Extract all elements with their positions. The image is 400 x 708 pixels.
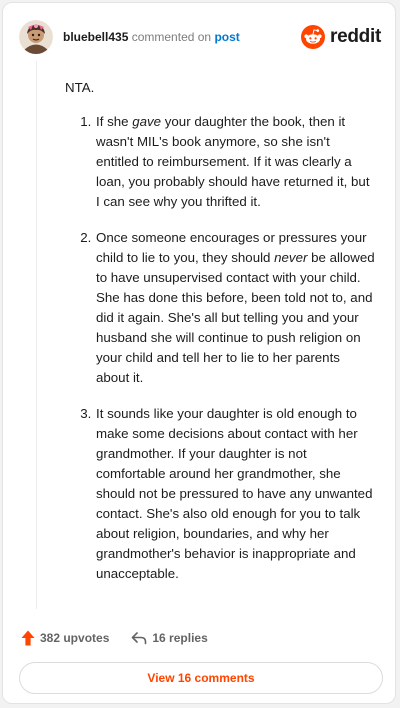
point-text: Once someone encourages or pressures your child to lie to you, they should <box>96 230 367 265</box>
reddit-logo[interactable] <box>301 25 381 49</box>
view-comments-button[interactable]: View 16 comments <box>19 662 383 694</box>
comment-point-3 <box>95 404 375 584</box>
upvote-button[interactable] <box>21 630 109 646</box>
reddit-wordmark: reddit <box>330 26 381 47</box>
point-text: It sounds like your daughter is old enough to make some decisions about contact with her grandmother. If your daughter is not comfortable around her grandmother, she should not be pressured to have any unwanted contact. She's also old enough for you to talk about religion, boundaries, and why her grandmother's behavior is inappropriate and unacceptable. <box>96 406 373 581</box>
comment-point-2 <box>95 228 375 388</box>
comment-body <box>65 78 375 600</box>
comment-actions <box>21 627 208 649</box>
avatar[interactable] <box>19 20 53 54</box>
comment-header <box>19 19 381 55</box>
comment-point-1 <box>95 112 375 212</box>
point-text: If she <box>96 114 133 129</box>
thread-line <box>36 61 37 609</box>
comment-meta <box>63 30 240 44</box>
commented-on-text: commented on <box>131 30 212 44</box>
comment-points-list <box>65 112 375 584</box>
username-link[interactable]: bluebell435 <box>63 30 129 44</box>
point-text: be allowed to have unsupervised contact with your child. She has done this before, been told not to, and did it again. She's all but telling you and your husband she will continue to push religion on your child and tell her to lie to her parents about it. <box>96 250 375 385</box>
replies-button[interactable] <box>131 631 207 645</box>
point-emphasis: never <box>274 250 308 265</box>
reply-arrow-icon <box>131 631 147 645</box>
upvote-count: 382 upvotes <box>40 631 110 645</box>
reply-count: 16 replies <box>152 631 208 645</box>
point-emphasis: gave <box>132 114 162 129</box>
comment-card <box>2 2 396 704</box>
post-link[interactable]: post <box>214 30 240 44</box>
point-text: your daughter the book, then it wasn't MIL's book anymore, so she isn't entitled to reimbursement. If it was clearly a loan, you probably should have returned it, but I can see why you thrifted it. <box>96 114 370 209</box>
upvote-arrow-icon <box>21 630 35 646</box>
reddit-snoo-icon <box>301 25 325 49</box>
comment-intro: NTA. <box>65 80 95 95</box>
